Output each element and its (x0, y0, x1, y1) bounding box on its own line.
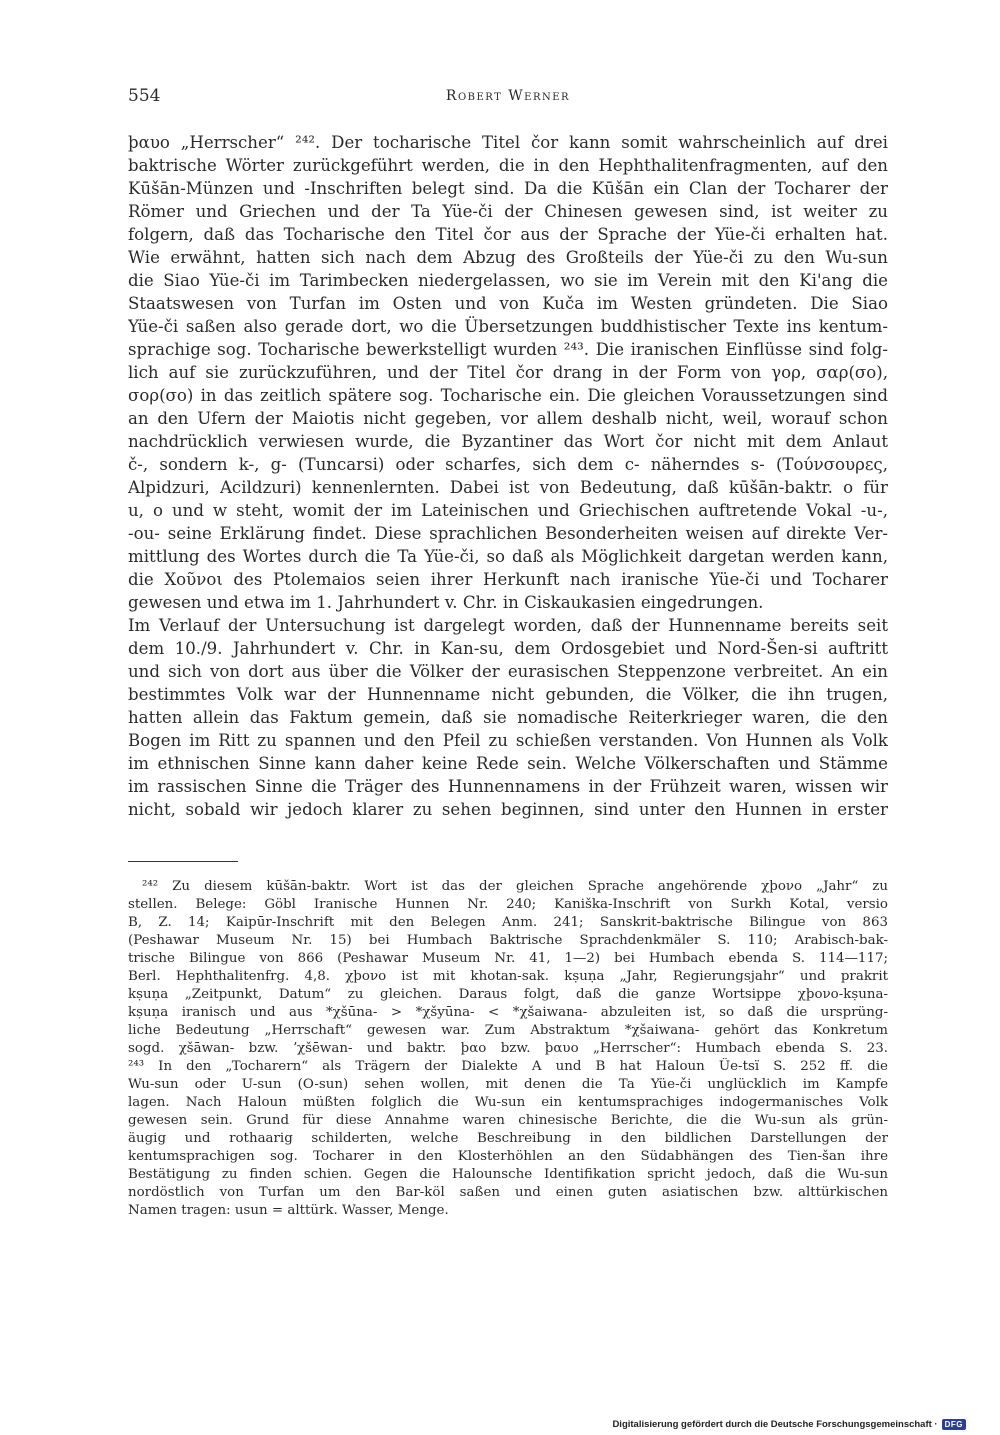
body-line: č-, sondern k-, g- (Tuncarsi) oder scharfes, sich dem c- näherndes s- (Τούνσουρες, (128, 455, 888, 474)
footnote-line: nordöstlich von Turfan um den Bar-köl saßen und einen guten asiatischen bzw. alttürkischen (128, 1185, 888, 1200)
footnote-line: kṣuṇa „Zeitpunkt, Datum“ zu gleichen. Daraus folgt, daß die ganze Wortsippe χþονο-kṣuna- (128, 987, 888, 1002)
body-line: mittlung des Wortes durch die Ta Yüe-či, so daß als Möglichkeit dargetan werden kann, (128, 547, 888, 566)
body-line: die Χοῦνοι des Ptolemaios seien ihrer Herkunft nach iranische Yüe-či und Tocharer (128, 570, 888, 589)
footnote-line: ²⁴² Zu diesem kūšān-baktr. Wort ist das der gleichen Sprache angehörende χþονο „Jahr“ zu (142, 879, 888, 894)
body-line: Staatswesen von Turfan im Osten und von Kuča im Westen gründeten. Die Siao (128, 294, 888, 313)
body-line: σορ(σο) in das zeitlich spätere sog. Tocharische ein. Die gleichen Voraussetzungen sind (128, 386, 888, 405)
body-line: Yüe-či saßen also gerade dort, wo die Übersetzungen buddhistischer Texte ins kentum- (128, 317, 888, 336)
body-line: Bogen im Ritt zu spannen und den Pfeil zu schießen verstanden. Von Hunnen als Volk (128, 731, 888, 750)
body-line: die Siao Yüe-či im Tarimbecken niedergelassen, wo sie im Verein mit den Ki'ang die (128, 271, 888, 290)
dfg-logo: DFG (942, 1419, 966, 1430)
footnote-line: sogd. χšāwan- bzw. ʼχšēwan- und baktr. þαο bzw. þαυο „Herrscher“: Humbach ebenda S. 23. (128, 1041, 888, 1056)
footnote-line: gewesen sein. Grund für diese Annahme waren chinesische Berichte, die die Wu-sun als grün- (128, 1113, 888, 1128)
body-line: Wie erwähnt, hatten sich nach dem Abzug des Großteils der Yüe-či zu den Wu-sun (128, 248, 888, 267)
body-line: Römer und Griechen und der Ta Yüe-či der Chinesen gewesen sind, ist weiter zu (128, 202, 888, 221)
body-line: Alpidzuri, Acildzuri) kennenlernten. Dabei ist von Bedeutung, daß kūšān-baktr. o für (128, 478, 888, 497)
footer-text: Digitalisierung gefördert durch die Deutsche Forschungsgemeinschaft · (612, 1418, 938, 1430)
body-line: nachdrücklich verwiesen wurde, die Byzantiner das Wort čor nicht mit dem Anlaut (128, 432, 888, 451)
body-line: und sich von dort aus über die Völker der eurasischen Steppenzone verbreitet. An ein (128, 662, 888, 681)
body-line: lich auf sie zurückzuführen, und der Titel čor drang in der Form von γορ, σαρ(σο), (128, 363, 888, 382)
footnote-line: (Peshawar Museum Nr. 15) bei Humbach Baktrische Sprachdenkmäler S. 110; Arabisch-bak- (128, 933, 888, 948)
body-line: nicht, sobald wir jedoch klarer zu sehen beginnen, sind unter den Hunnen in erster (128, 800, 888, 819)
running-head: Robert Werner (445, 88, 571, 104)
footnote-line: kṣuṇa iranisch und aus *χšūna- > *χšyūna- < *χšaiwana- abzuleiten ist, so daß die ursprüng- (128, 1005, 888, 1020)
page-number: 554 (128, 86, 161, 106)
body-line: baktrische Wörter zurückgeführt werden, die in den Hephthalitenfragmenten, auf den (128, 156, 888, 175)
footnote-divider (128, 861, 238, 862)
footnote-line: kentumsprachigen sog. Tocharer in den Klosterhöhlen an den Südabhängen des Tien-šan ihre (128, 1149, 888, 1164)
footnote-line: B, Z. 14; Kaipūr-Inschrift mit den Belegen Anm. 241; Sanskrit-baktrische Bilingue von 863 (128, 915, 888, 930)
footnote-line: trische Bilingue von 866 (Peshawar Museum Nr. 41, 1—2) bei Humbach ebenda S. 114—117; (128, 951, 888, 966)
footnote-line: stellen. Belege: Göbl Iranische Hunnen Nr. 240; Kaniška-Inschrift von Surkh Kotal, versio (128, 897, 888, 912)
footnote-line: Namen tragen: usun = alttürk. Wasser, Menge. (128, 1203, 449, 1218)
body-line: bestimmtes Volk war der Hunnenname nicht gebunden, die Völker, die ihn trugen, (128, 685, 888, 704)
body-line: dem 10./9. Jahrhundert v. Chr. in Kan-su, dem Ordosgebiet und Nord-Šen-si auftritt (128, 639, 888, 658)
footnote-line: lagen. Nach Haloun müßten folglich die Wu-sun ein kentumsprachiges indogermanisches Volk (128, 1095, 888, 1110)
body-line: u, o und w steht, womit der im Lateinischen und Griechischen auftretende Vokal -u-, (128, 501, 888, 520)
body-line: þαυο „Herrscher“ ²⁴². Der tocharische Titel čor kann somit wahrscheinlich auf drei (128, 133, 888, 152)
footnote-line: Berl. Hephthalitenfrg. 4,8. χþονο ist mit khotan-sak. kṣuṇa „Jahr, Regierungsjahr“ und prakrit (128, 969, 888, 984)
body-line: Im Verlauf der Untersuchung ist dargelegt worden, daß der Hunnenname bereits seit (128, 616, 888, 635)
body-line: im rassischen Sinne die Träger des Hunnennamens in der Frühzeit waren, wissen wir (128, 777, 888, 796)
body-line: im ethnischen Sinne kann daher keine Rede sein. Welche Völkerschaften und Stämme (128, 754, 888, 773)
body-line: folgern, daß das Tocharische den Titel čor aus der Sprache der Yüe-či erhalten hat. (128, 225, 888, 244)
body-line: sprachige sog. Tocharische bewerkstelligt wurden ²⁴³. Die iranischen Einflüsse sind folg- (128, 340, 888, 359)
footnote-line: liche Bedeutung „Herrschaft“ gewesen war. Zum Abstraktum *χšaiwana- gehört das Konkretum (128, 1023, 888, 1038)
footnote-line: Wu-sun oder U-sun (O-sun) sehen wollen, mit denen die Ta Yüe-či unglücklich im Kampfe (128, 1077, 888, 1092)
body-line: Kūšān-Münzen und -Inschriften belegt sind. Da die Kūšān ein Clan der Tocharer der (128, 179, 888, 198)
body-line: an den Ufern der Maiotis nicht gegeben, vor allem deshalb nicht, weil, worauf schon (128, 409, 888, 428)
digitization-footer (612, 1417, 966, 1431)
footnote-line: Bestätigung zu finden schien. Gegen die Halounsche Identifikation spricht jedoch, daß die Wu-sun (128, 1167, 888, 1182)
footnote-line: ²⁴³ In den „Tocharern“ als Trägern der Dialekte A und B hat Haloun Üe-tsï S. 252 ff. die (128, 1059, 888, 1074)
body-line: hatten allein das Faktum gemein, daß sie nomadische Reiterkrieger waren, die den (128, 708, 888, 727)
body-line: gewesen und etwa im 1. Jahrhundert v. Chr. in Ciskaukasien eingedrungen. (128, 593, 764, 612)
body-line: -ou- seine Erklärung findet. Diese sprachlichen Besonderheiten weisen auf direkte Ver- (128, 524, 888, 543)
page-header (128, 86, 888, 110)
footnote-line: äugig und rothaarig schilderten, welche Beschreibung in den bildlichen Darstellungen der (128, 1131, 888, 1146)
